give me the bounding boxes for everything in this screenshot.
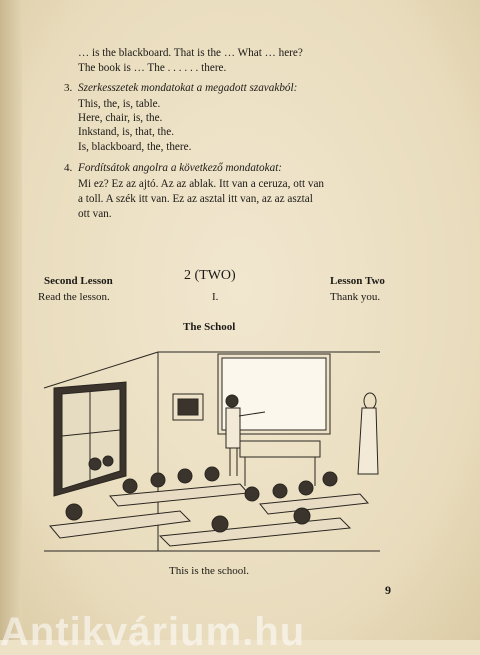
classroom-illustration bbox=[40, 346, 380, 558]
exercise-4-line-3: ott van. bbox=[78, 208, 112, 220]
exercise-4-line-2: a toll. A szék itt van. Ez az asztal itt van, az az asztal bbox=[78, 193, 313, 205]
lesson-right-title: Lesson Two bbox=[330, 275, 385, 287]
page-number: 9 bbox=[385, 583, 391, 597]
section-title: The School bbox=[183, 321, 236, 333]
illustration-caption: This is the school. bbox=[169, 565, 250, 577]
exercise-3-line-1: This, the, is, table. bbox=[78, 98, 161, 110]
exercise-4-number: 4. bbox=[64, 162, 73, 174]
exercise-4-instruction: Fordítsátok angolra a következő mondatokat: bbox=[78, 162, 283, 174]
exercise-3-instruction: Szerkesszetek mondatokat a megadott szavakból: bbox=[78, 82, 298, 94]
exercise-3-line-2: Here, chair, is, the. bbox=[78, 112, 163, 124]
lesson-left-subtitle: Read the lesson. bbox=[38, 291, 110, 303]
text-line-2: The book is … The . . . . . . there. bbox=[78, 62, 227, 74]
exercise-3-number: 3. bbox=[64, 82, 73, 94]
text-line-1: … is the blackboard. That is the … What … here? bbox=[78, 47, 303, 59]
site-watermark: Antikvárium.hu bbox=[0, 610, 306, 654]
exercise-4-line-1: Mi ez? Ez az ajtó. Az az ablak. Itt van a ceruza, ott van bbox=[78, 178, 324, 190]
exercise-3-line-4: Is, blackboard, the, there. bbox=[78, 141, 192, 153]
lesson-left-title: Second Lesson bbox=[44, 275, 113, 287]
page-spine-shadow bbox=[0, 0, 22, 640]
lesson-number: 2 (TWO) bbox=[184, 268, 236, 283]
exercise-3-line-3: Inkstand, is, that, the. bbox=[78, 126, 175, 138]
lesson-right-subtitle: Thank you. bbox=[330, 291, 381, 303]
lesson-roman-numeral: I. bbox=[212, 291, 219, 303]
